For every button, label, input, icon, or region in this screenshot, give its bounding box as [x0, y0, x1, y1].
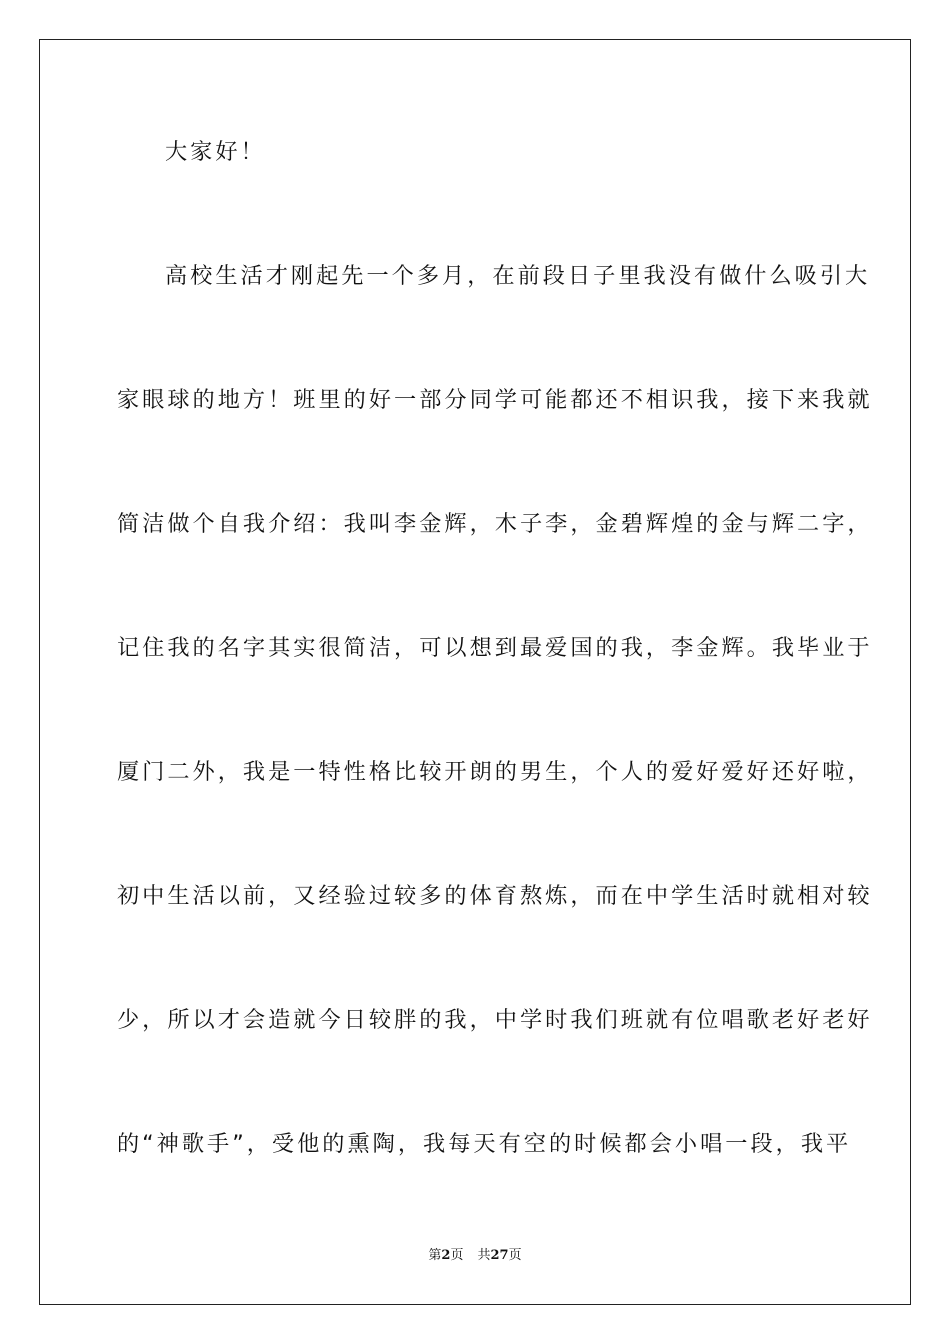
paragraph-line-4: 记住我的名字其实很简洁，可以想到最爱国的我，李金辉。我毕业于 [117, 635, 873, 661]
paragraph-line-6: 初中生活以前，又经验过较多的体育熬炼，而在中学生活时就相对较 [117, 883, 873, 909]
page-border [39, 39, 911, 1305]
page-prefix: 第 [428, 1248, 442, 1263]
paragraph-line-5: 厦门二外，我是一特性格比较开朗的男生，个人的爱好爱好还好啦， [117, 759, 873, 785]
page-suffix: 页 [450, 1248, 464, 1263]
paragraph-line-2: 家眼球的地方！班里的好一部分同学可能都还不相识我，接下来我就 [117, 387, 873, 413]
paragraph-line-1: 高校生活才刚起先一个多月，在前段日子里我没有做什么吸引大 [165, 263, 871, 289]
paragraph-line-7: 少，所以才会造就今日较胖的我，中学时我们班就有位唱歌老好老好 [117, 1007, 873, 1033]
total-prefix: 共 [477, 1248, 491, 1263]
greeting-line: 大家好！ [165, 139, 266, 165]
total-suffix: 页 [508, 1248, 522, 1263]
page-footer [0, 1247, 950, 1265]
page-number: 2 [441, 1248, 451, 1263]
paragraph-line-3: 简洁做个自我介绍：我叫李金辉，木子李，金碧辉煌的金与辉二字， [117, 511, 873, 537]
total-pages: 27 [490, 1248, 509, 1263]
paragraph-line-8: 的“神歌手”，受他的熏陶，我每天有空的时候都会小唱一段，我平 [117, 1131, 852, 1157]
